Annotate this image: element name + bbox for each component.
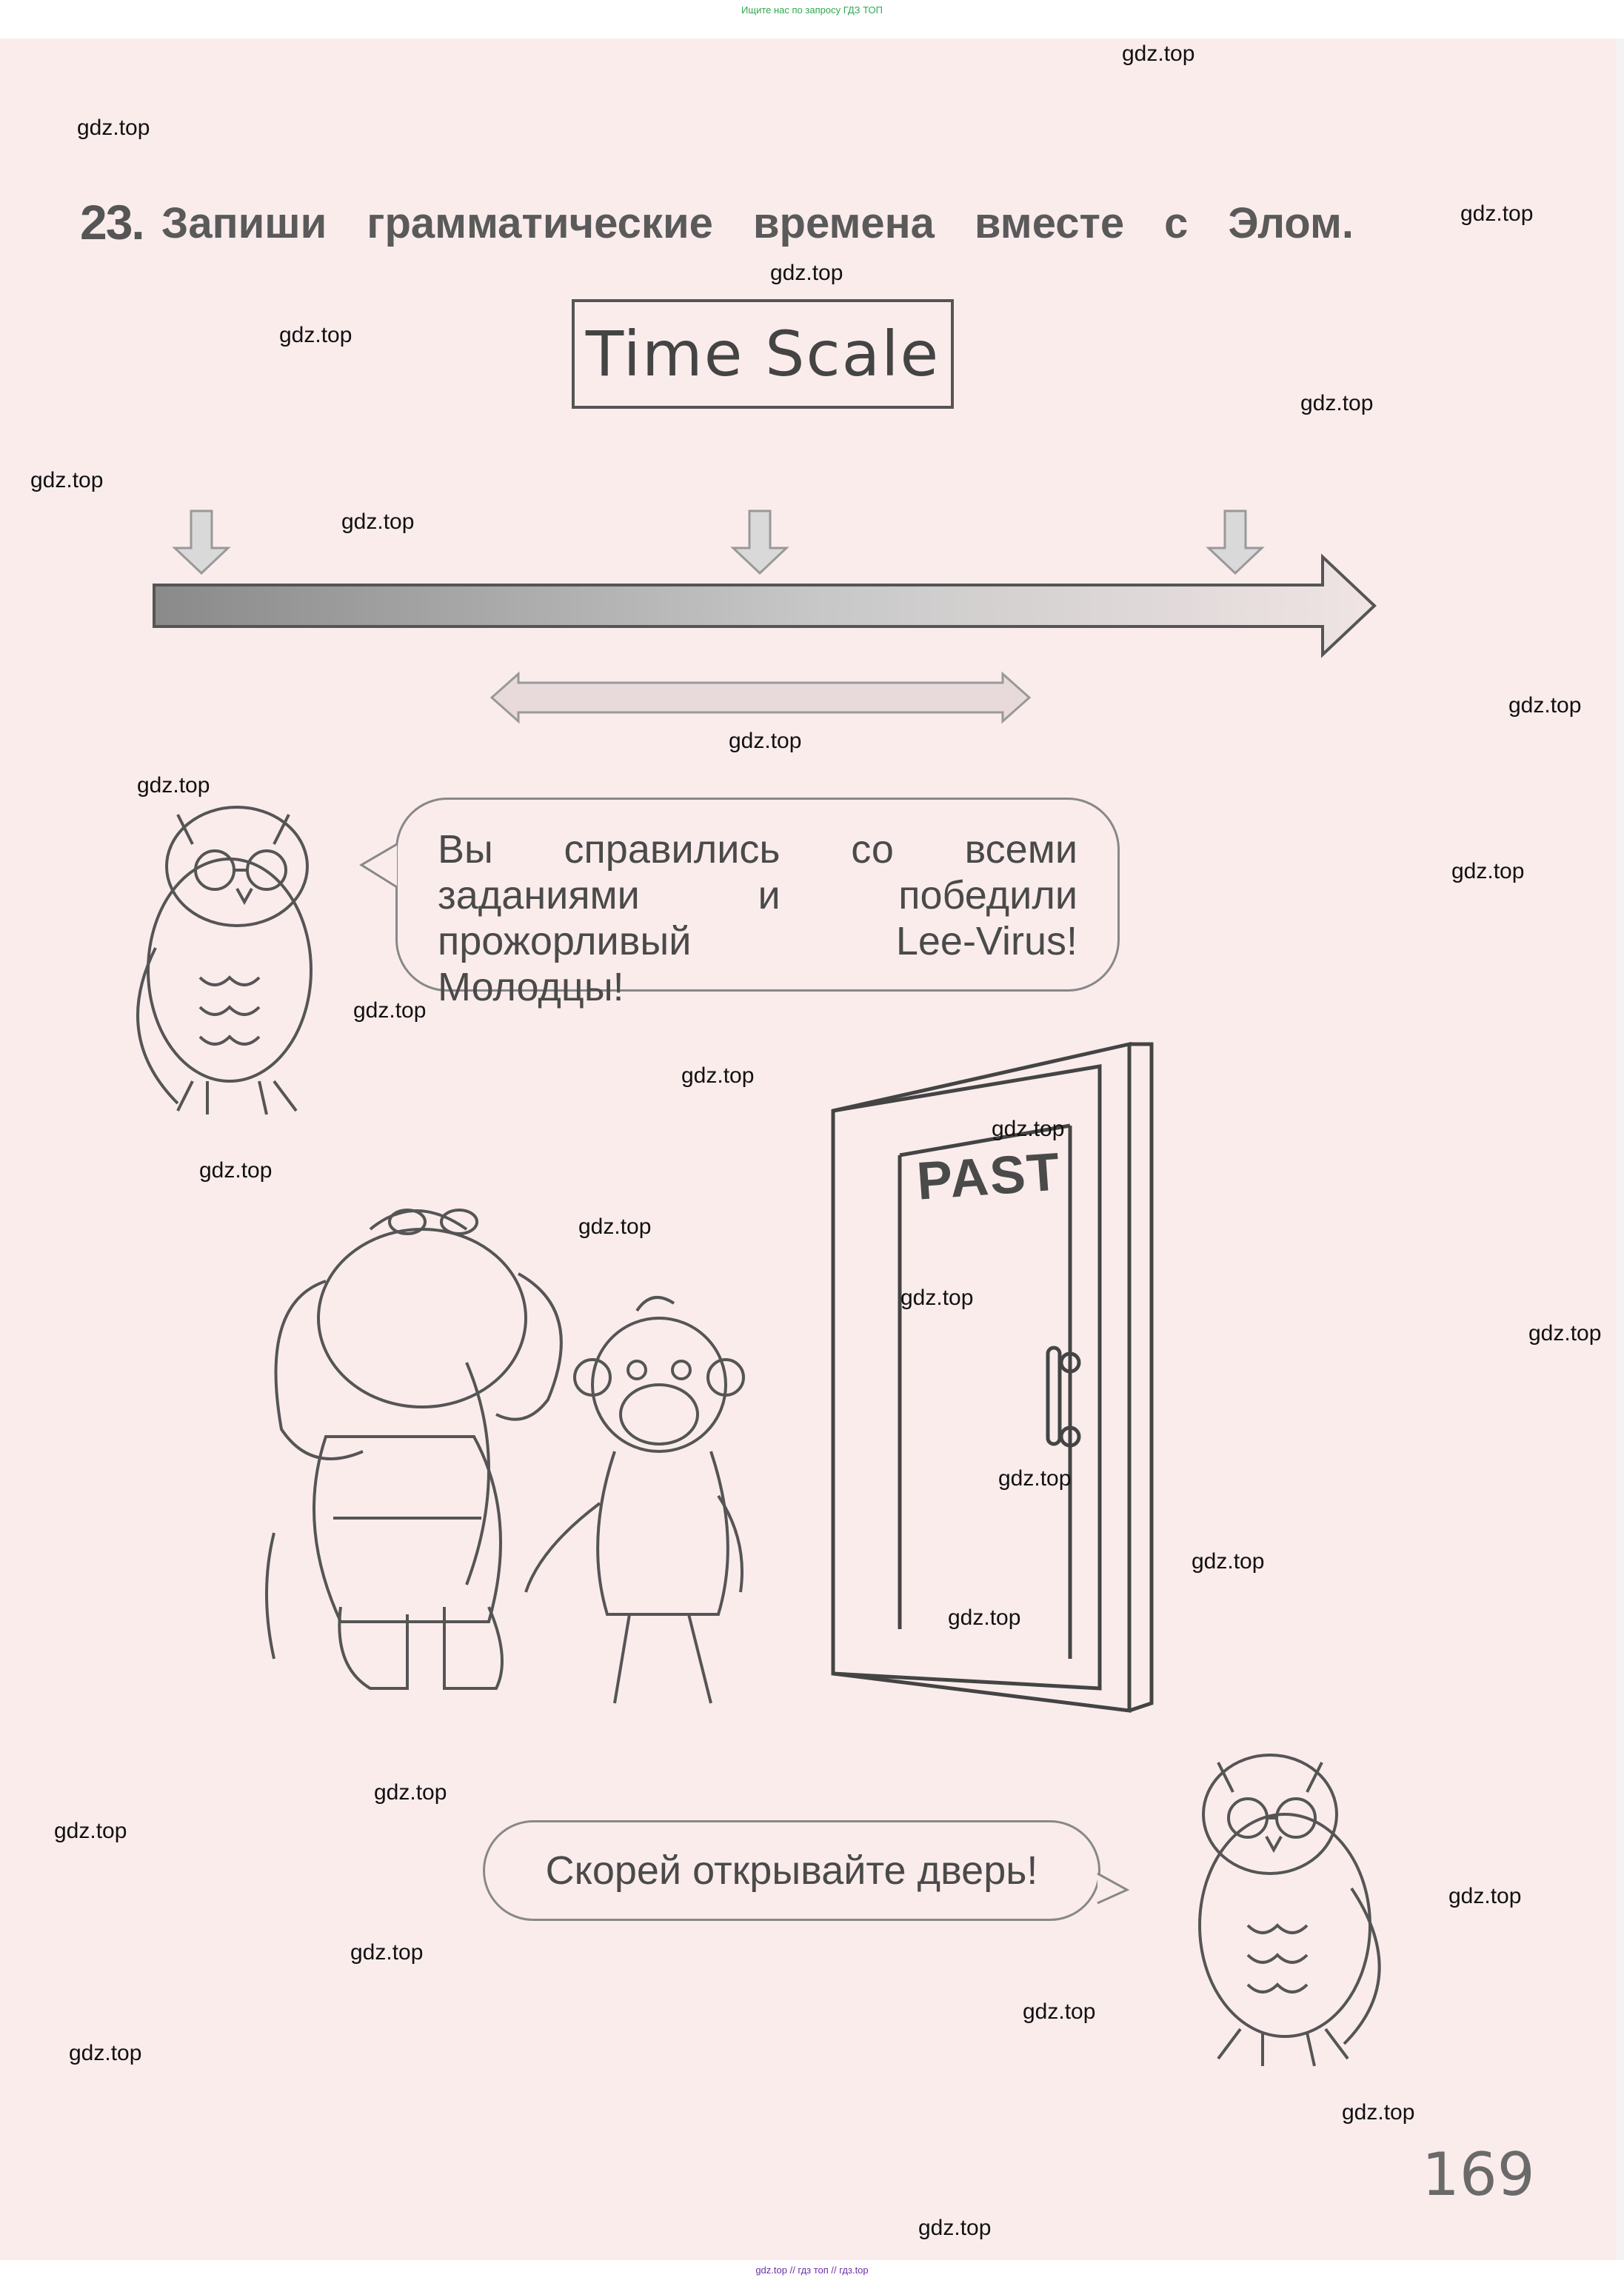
watermark: gdz.top [279, 323, 352, 347]
speech-bubble-1 [395, 798, 1120, 1009]
watermark: gdz.top [353, 998, 427, 1023]
speech-bubble-1-text: Вы справились со всеми заданиями и победили прожорливый Lee-Virus! Молодцы! [438, 827, 1077, 1009]
watermark: gdz.top [729, 729, 802, 753]
watermark: gdz.top [1192, 1549, 1265, 1574]
timeline-arrow [154, 557, 1374, 655]
task-instruction: Запиши грамматические времена вместе с Элом. [161, 199, 1354, 247]
door-label: PAST [915, 1142, 1063, 1211]
watermark: gdz.top [69, 2041, 142, 2065]
double-arrow [492, 674, 1029, 721]
watermark: gdz.top [992, 1117, 1065, 1141]
elephant-and-monkey-illustration [244, 1192, 733, 1711]
down-arrow-icon [1209, 511, 1262, 573]
watermark: gdz.top [918, 2216, 992, 2240]
watermark: gdz.top [681, 1063, 755, 1088]
watermark: gdz.top [54, 1819, 127, 1843]
watermark: gdz.top [1528, 1321, 1602, 1346]
watermark: gdz.top [137, 773, 210, 798]
owl-illustration [1159, 1725, 1411, 2073]
speech-tail [361, 844, 406, 896]
watermark: gdz.top [998, 1466, 1072, 1491]
watermark: gdz.top [374, 1780, 447, 1805]
watermark: gdz.top [77, 116, 150, 140]
watermark: gdz.top [1342, 2100, 1415, 2125]
watermark: gdz.top [770, 261, 843, 285]
owl-illustration [111, 785, 348, 1126]
task-number: 23. [80, 195, 144, 250]
watermark: gdz.top [30, 468, 104, 492]
footer: gdz.top // гдз топ // гдз.top [755, 2265, 869, 2276]
watermark: gdz.top [1023, 1999, 1096, 2024]
watermark: gdz.top [1448, 1884, 1522, 1908]
speech-bubble-2-text: Скорей открывайте дверь! [545, 1848, 1038, 1893]
down-arrow-icon [175, 511, 228, 573]
watermark: gdz.top [199, 1158, 273, 1183]
watermark: gdz.top [1508, 693, 1582, 718]
watermark: gdz.top [1122, 41, 1195, 66]
time-scale-title: Time Scale [585, 318, 940, 390]
watermark: gdz.top [341, 509, 415, 534]
watermark: gdz.top [1300, 391, 1374, 415]
speech-bubble-2 [483, 1820, 1100, 1921]
watermark: gdz.top [578, 1214, 652, 1239]
down-arrow-icon [733, 511, 786, 573]
watermark: gdz.top [350, 1940, 424, 1965]
top-banner: Ищите нас по запросу ГДЗ ТОП [741, 4, 883, 16]
speech-tail [1097, 1874, 1142, 1911]
watermark: gdz.top [1460, 201, 1534, 226]
watermark: gdz.top [1451, 859, 1525, 883]
page-number: 169 [1422, 2140, 1535, 2209]
watermark: gdz.top [900, 1286, 974, 1310]
watermark: gdz.top [948, 1605, 1021, 1630]
